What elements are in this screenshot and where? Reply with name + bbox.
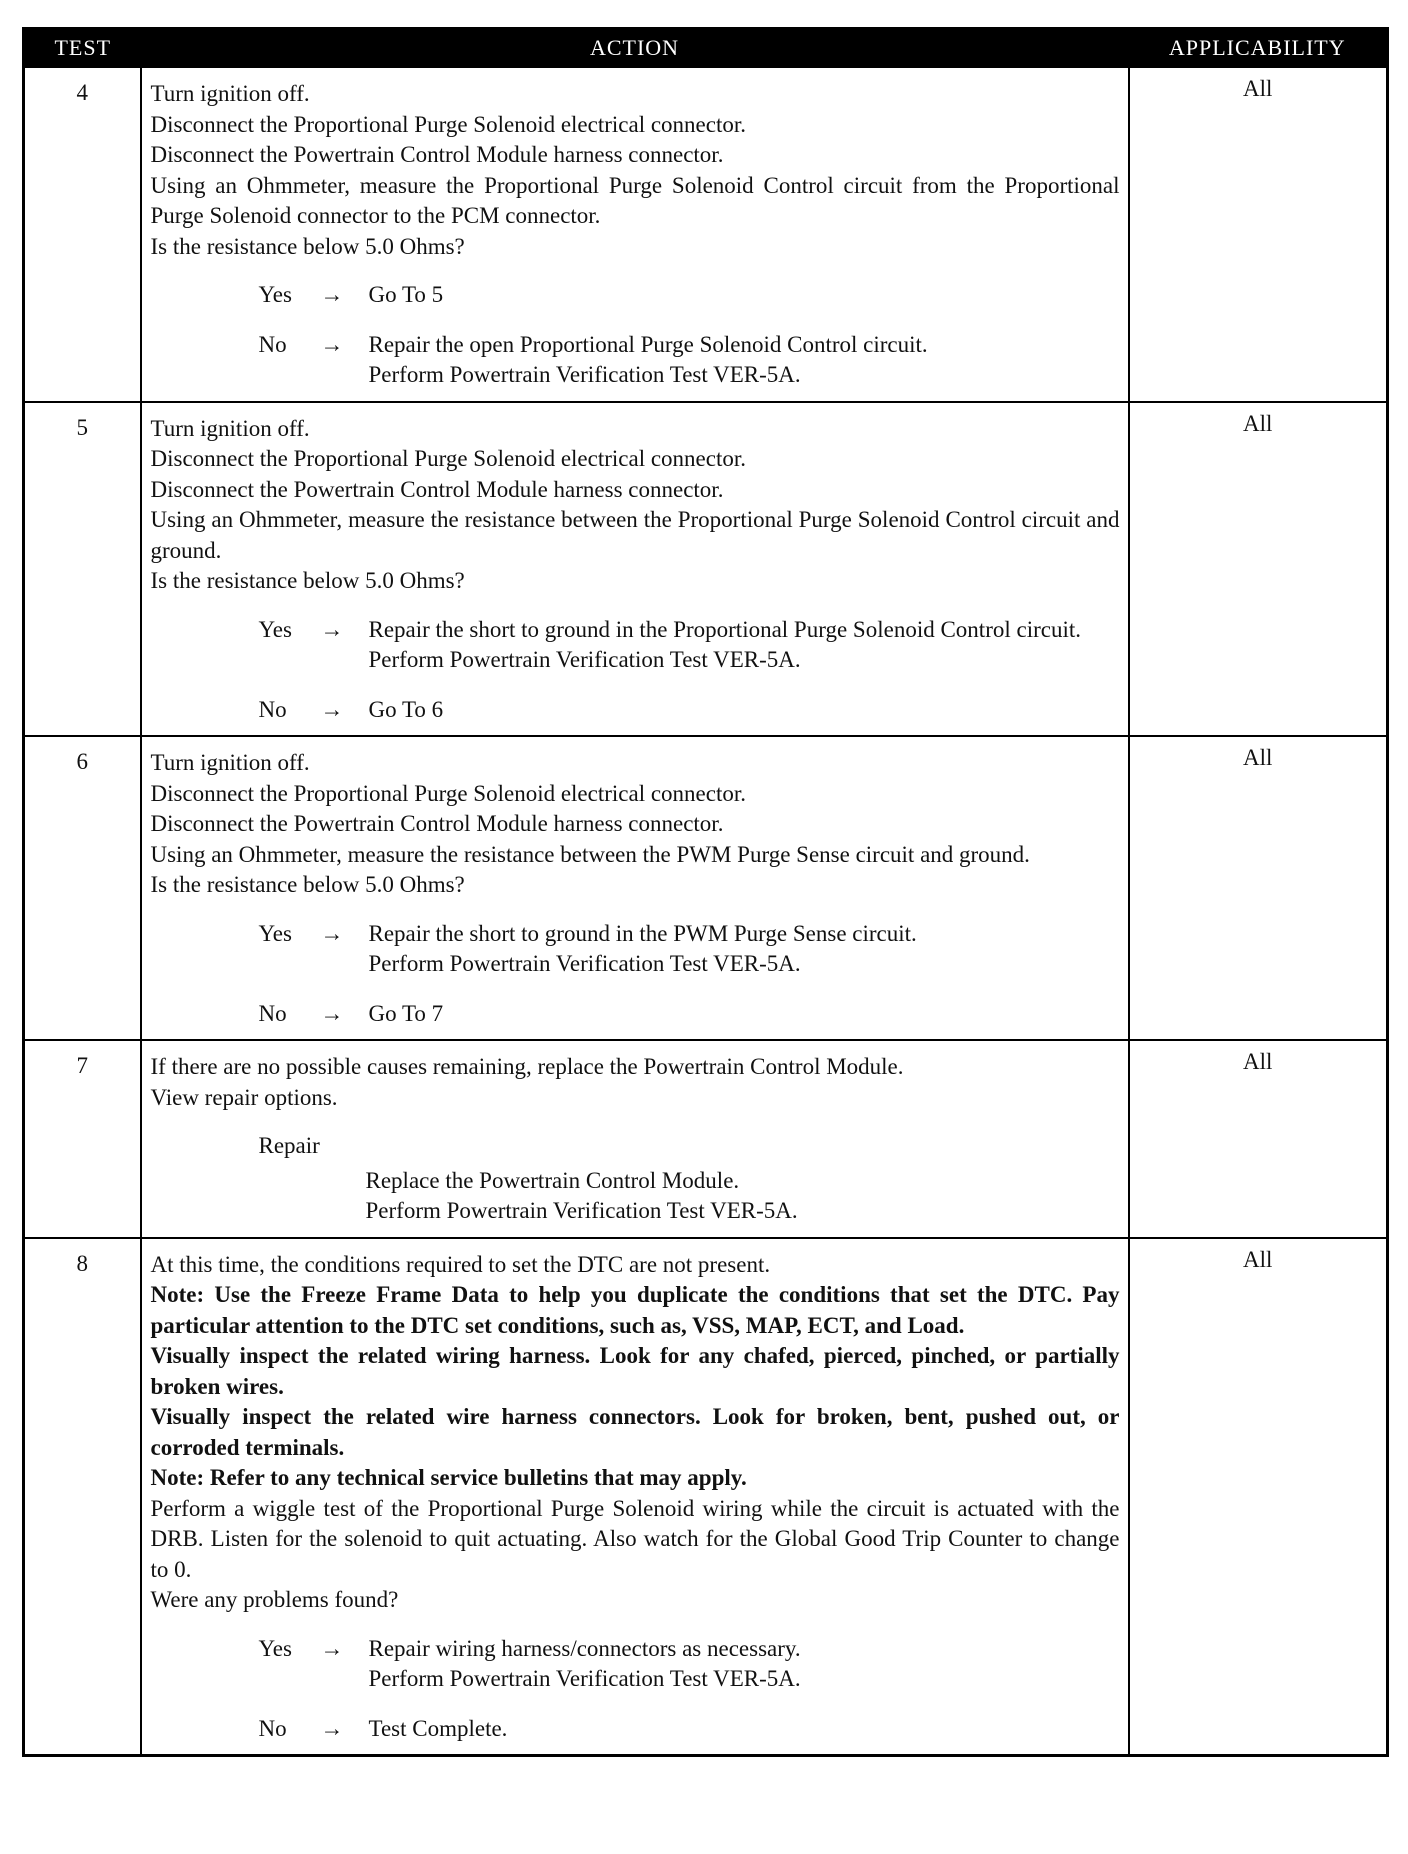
action-step: At this time, the conditions required to set the DTC are not present. [150, 1251, 771, 1277]
action-step: View repair options. [150, 1084, 338, 1110]
action-step: If there are no possible causes remaining, replace the Powertrain Control Module. [150, 1054, 904, 1079]
action-question: Were any problems found? [150, 1587, 399, 1612]
action-question: Is the resistance below 5.0 Ohms? [150, 233, 465, 259]
arrow-icon: → [320, 616, 344, 642]
table-header-row [24, 29, 1388, 68]
arrow-icon: → [320, 1715, 344, 1741]
yes-result: Go To 5 [368, 282, 444, 307]
test-action [141, 402, 1129, 737]
yes-answer [151, 280, 1120, 311]
action-step: Turn ignition off. [150, 415, 310, 441]
test-row-4 [24, 67, 1388, 402]
repair-label: Repair [258, 1133, 320, 1158]
action-question: Is the resistance below 5.0 Ohms? [150, 872, 465, 897]
test-row-6 [24, 736, 1388, 1040]
answer-options [151, 615, 1120, 726]
no-answer [151, 1714, 1120, 1745]
yes-result: Perform Powertrain Verification Test VER-5A. [368, 951, 801, 976]
no-result: Go To 7 [368, 1000, 444, 1026]
no-result: Test Complete. [368, 1715, 508, 1741]
yes-result: Perform Powertrain Verification Test VER-5A. [368, 1666, 801, 1691]
action-step: Visually inspect the related wire harness connectors. Look for broken, bent, pushed out, or corroded terminals. [150, 1404, 1120, 1460]
yes-label: Yes [258, 616, 292, 642]
no-label: No [258, 696, 287, 722]
test-applicability: All [1129, 402, 1388, 737]
diagnostic-test-sheet [22, 27, 1386, 1757]
arrow-icon: → [320, 282, 344, 307]
action-step: Disconnect the Powertrain Control Module harness connector. [150, 476, 724, 502]
test-applicability: All [1129, 736, 1388, 1040]
arrow-icon: → [320, 1635, 344, 1661]
action-step: Disconnect the Proportional Purge Solenoid electrical connector. [150, 780, 746, 806]
test-number: 8 [24, 1238, 141, 1756]
action-step: Disconnect the Proportional Purge Solenoid electrical connector. [150, 446, 746, 471]
repair-option [151, 1131, 1120, 1227]
no-answer [151, 999, 1120, 1030]
action-question: Is the resistance below 5.0 Ohms? [150, 568, 465, 593]
test-number: 6 [24, 736, 141, 1040]
test-number: 4 [24, 67, 141, 402]
yes-result: Perform Powertrain Verification Test VER-5A. [368, 647, 801, 672]
header-test: TEST [24, 29, 141, 68]
arrow-icon: → [320, 331, 344, 357]
answer-options [151, 280, 1120, 391]
arrow-icon: → [320, 1000, 344, 1026]
yes-result: Repair wiring harness/connectors as necessary. [368, 1635, 801, 1661]
yes-answer [151, 1634, 1120, 1695]
yes-result: Repair the short to ground in the PWM Purge Sense circuit. [368, 920, 917, 946]
test-row-5 [24, 402, 1388, 737]
action-step: Turn ignition off. [150, 750, 310, 775]
yes-answer [151, 615, 1120, 676]
yes-label: Yes [258, 1635, 292, 1661]
test-applicability: All [1129, 67, 1388, 402]
arrow-icon: → [320, 920, 344, 946]
no-result: Repair the open Proportional Purge Solenoid Control circuit. [368, 331, 928, 357]
repair-result: Perform Powertrain Verification Test VER-5A. [365, 1198, 798, 1223]
no-result: Perform Powertrain Verification Test VER-5A. [368, 362, 801, 387]
yes-result: Repair the short to ground in the Proportional Purge Solenoid Control circuit. [368, 616, 1081, 642]
arrow-icon: → [320, 696, 344, 722]
no-label: No [258, 331, 287, 357]
test-row-7 [24, 1040, 1388, 1238]
answer-options [151, 919, 1120, 1030]
test-action [141, 736, 1129, 1040]
test-applicability: All [1129, 1040, 1388, 1238]
test-row-8 [24, 1238, 1388, 1756]
no-label: No [258, 1715, 287, 1741]
test-action [141, 1238, 1129, 1756]
no-answer [151, 695, 1120, 726]
yes-label: Yes [258, 282, 292, 307]
test-applicability: All [1129, 1238, 1388, 1756]
action-note: Note: Refer to any technical service bulletins that may apply. [150, 1465, 747, 1490]
no-result: Go To 6 [368, 696, 444, 722]
no-label: No [258, 1000, 287, 1026]
header-applicability: APPLICABILITY [1129, 29, 1388, 68]
diagnostic-test-table [22, 27, 1389, 1757]
test-number: 5 [24, 402, 141, 737]
action-step: Using an Ohmmeter, measure the Proportional Purge Solenoid Control circuit from the Proportional Purge Solenoid connector to the PCM connector. [150, 172, 1120, 228]
action-step: Disconnect the Proportional Purge Solenoid electrical connector. [150, 111, 746, 137]
repair-result: Replace the Powertrain Control Module. [365, 1167, 740, 1193]
yes-label: Yes [258, 920, 292, 946]
test-action [141, 67, 1129, 402]
action-step: Turn ignition off. [150, 81, 310, 106]
action-step: Disconnect the Powertrain Control Module harness connector. [150, 142, 724, 167]
action-step: Visually inspect the related wiring harness. Look for any chafed, pierced, pinched, or partially broken wires. [150, 1343, 1120, 1399]
action-step: Perform a wiggle test of the Proportional Purge Solenoid wiring while the circuit is actuated with the DRB. Listen for the solenoid to quit actuating. Also watch for the Global Good Trip Counter to change to 0. [150, 1495, 1120, 1582]
no-answer [151, 330, 1120, 391]
action-step: Using an Ohmmeter, measure the resistance between the PWM Purge Sense circuit and ground. [150, 841, 1030, 867]
action-step: Using an Ohmmeter, measure the resistance between the Proportional Purge Solenoid Control circuit and ground. [150, 507, 1120, 563]
test-action [141, 1040, 1129, 1238]
action-note: Note: Use the Freeze Frame Data to help you duplicate the conditions that set the DTC. Pay particular attention to the DTC set conditions, such as, VSS, MAP, ECT, and Load. [150, 1282, 1120, 1338]
answer-options [151, 1634, 1120, 1745]
action-step: Disconnect the Powertrain Control Module harness connector. [150, 811, 724, 836]
header-action: ACTION [141, 29, 1129, 68]
test-number: 7 [24, 1040, 141, 1238]
yes-answer [151, 919, 1120, 980]
